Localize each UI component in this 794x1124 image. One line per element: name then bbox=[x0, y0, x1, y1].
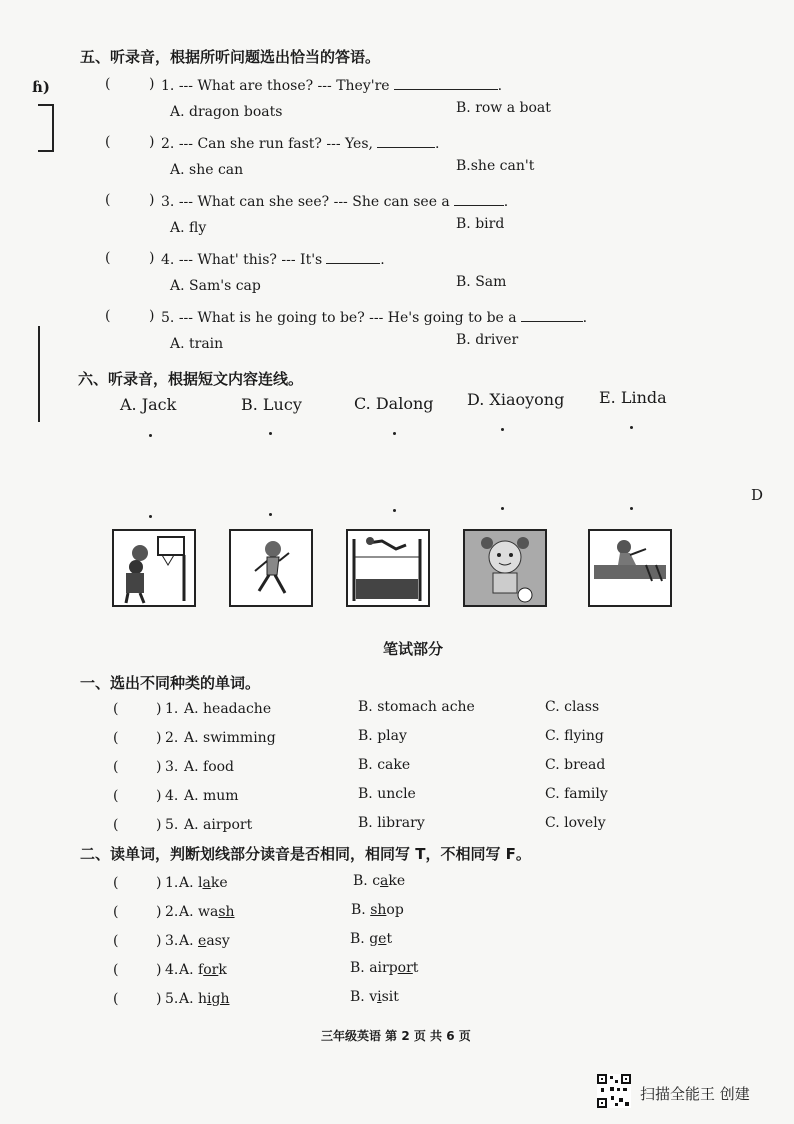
question-line bbox=[161, 308, 587, 326]
option-a: A. train bbox=[170, 336, 224, 352]
option-a: A. Sam's cap bbox=[170, 278, 261, 294]
word-a-suffix: k bbox=[218, 962, 227, 978]
page-footer: 三年级英语 第 2 页 共 6 页 bbox=[321, 1029, 471, 1043]
word-b-underlined: e bbox=[378, 931, 387, 947]
answer-paren-close: ) bbox=[149, 134, 155, 150]
answer-paren-open: ( bbox=[105, 134, 111, 150]
option-b: B. library bbox=[358, 815, 425, 831]
answer-paren-open: ( bbox=[113, 788, 119, 804]
answer-paren-open: ( bbox=[113, 991, 119, 1007]
word-b-prefix: B. airp bbox=[350, 960, 398, 976]
word-a-prefix: A. wa bbox=[179, 904, 219, 920]
name-c: C. Dalong bbox=[354, 394, 434, 413]
watermark-text: 扫描全能王 创建 bbox=[640, 1085, 750, 1103]
option-a: A. fly bbox=[170, 220, 207, 236]
name-a: A. Jack bbox=[120, 395, 177, 414]
answer-paren-open: ( bbox=[113, 759, 119, 775]
answer-blank bbox=[454, 192, 504, 206]
word-a-prefix: A. f bbox=[179, 962, 204, 978]
question-text: --- What' this? --- It's bbox=[178, 252, 323, 268]
word-a-underlined: e bbox=[198, 933, 207, 949]
connect-dot-name bbox=[630, 426, 633, 429]
row-number: 3. bbox=[165, 933, 179, 949]
question-period: . bbox=[497, 78, 503, 94]
answer-paren-close: ) bbox=[149, 250, 155, 266]
connect-dot-picture bbox=[501, 507, 504, 510]
connect-dot-name bbox=[149, 434, 152, 437]
binding-line bbox=[38, 326, 40, 422]
option-b: B.she can't bbox=[456, 158, 535, 174]
answer-paren-close: ) bbox=[149, 76, 155, 92]
high-jump-picture bbox=[346, 529, 430, 607]
qr-code-icon bbox=[597, 1074, 631, 1108]
question-number: 1. bbox=[161, 78, 175, 94]
row-number: 4. bbox=[165, 788, 179, 804]
option-a: A. mum bbox=[184, 788, 239, 804]
option-c: C. family bbox=[545, 786, 608, 802]
row-number: 3. bbox=[165, 759, 179, 775]
answer-paren-close: ) bbox=[156, 730, 162, 746]
answer-paren-open: ( bbox=[113, 817, 119, 833]
option-a: A. headache bbox=[184, 701, 272, 717]
word-a bbox=[179, 991, 230, 1007]
row-number: 5. bbox=[165, 991, 179, 1007]
question-period: . bbox=[582, 310, 588, 326]
name-d: D. Xiaoyong bbox=[467, 390, 565, 409]
connect-dot-name bbox=[269, 432, 272, 435]
option-b: B. driver bbox=[456, 332, 519, 348]
word-b bbox=[353, 873, 405, 889]
question-period: . bbox=[380, 252, 385, 268]
option-a: A. dragon boats bbox=[170, 104, 283, 120]
option-b: B. cake bbox=[358, 757, 411, 773]
answer-paren-open: ( bbox=[105, 250, 111, 266]
answer-paren-close: ) bbox=[156, 875, 162, 891]
answer-paren-open: ( bbox=[113, 962, 119, 978]
word-a-underlined: igh bbox=[207, 991, 230, 1007]
word-a-prefix: A. h bbox=[179, 991, 208, 1007]
question-text: --- What is he going to be? --- He's going to be a bbox=[178, 310, 517, 326]
question-line bbox=[161, 192, 508, 210]
word-b-prefix: B. bbox=[351, 902, 371, 918]
answer-paren-close: ) bbox=[149, 308, 155, 324]
question-line bbox=[161, 250, 385, 268]
answer-blank bbox=[377, 134, 435, 148]
row-number: 2. bbox=[165, 730, 179, 746]
connect-dot-picture bbox=[269, 513, 272, 516]
written-heading: 笔试部分 bbox=[383, 640, 444, 658]
answer-paren-close: ) bbox=[156, 933, 162, 949]
answer-paren-open: ( bbox=[105, 76, 111, 92]
word-b-prefix: B. v bbox=[350, 989, 378, 1005]
option-c: C. lovely bbox=[545, 815, 606, 831]
row-number: 1. bbox=[165, 701, 179, 717]
section2-title: 二、读单词，判断划线部分读音是否相同，相同写 T，不相同写 F。 bbox=[80, 845, 531, 863]
word-a-prefix: A. l bbox=[179, 875, 203, 891]
option-b: B. bird bbox=[456, 216, 505, 232]
question-period: . bbox=[503, 194, 509, 210]
word-b-prefix: B. g bbox=[350, 931, 379, 947]
answer-paren-close: ) bbox=[149, 192, 155, 208]
word-a bbox=[179, 933, 230, 949]
option-a: A. food bbox=[184, 759, 235, 775]
word-b bbox=[351, 902, 404, 918]
row-number: 1. bbox=[165, 875, 179, 891]
question-number: 5. bbox=[161, 310, 175, 326]
answer-paren-close: ) bbox=[156, 962, 162, 978]
word-b bbox=[350, 989, 399, 1005]
row-number: 5. bbox=[165, 817, 179, 833]
option-a: A. swimming bbox=[184, 730, 276, 746]
answer-blank bbox=[326, 250, 380, 264]
answer-paren-close: ) bbox=[156, 788, 162, 804]
section5-title: 五、听录音，根据所听问题选出恰当的答语。 bbox=[80, 48, 381, 66]
row-number: 4. bbox=[165, 962, 179, 978]
word-b-suffix: ke bbox=[388, 873, 406, 889]
word-a-suffix: ke bbox=[210, 875, 228, 891]
connect-dot-name bbox=[501, 428, 504, 431]
answer-blank bbox=[394, 76, 498, 90]
option-b: B. play bbox=[358, 728, 407, 744]
section1-title: 一、选出不同种类的单词。 bbox=[80, 674, 261, 692]
word-b-suffix: t bbox=[386, 931, 393, 947]
answer-paren-open: ( bbox=[113, 730, 119, 746]
option-b: B. uncle bbox=[358, 786, 416, 802]
option-a: A. she can bbox=[170, 162, 244, 178]
question-text: --- What are those? --- They're bbox=[178, 78, 390, 94]
word-a-underlined: a bbox=[202, 875, 211, 891]
name-e: E. Linda bbox=[599, 388, 667, 407]
word-b-underlined: sh bbox=[370, 902, 387, 918]
basketball-player-picture bbox=[112, 529, 196, 607]
answer-paren-close: ) bbox=[156, 701, 162, 717]
question-period: . bbox=[434, 136, 440, 152]
word-b-underlined: or bbox=[397, 960, 413, 976]
word-b bbox=[350, 931, 392, 947]
option-b: B. Sam bbox=[456, 274, 507, 290]
word-a bbox=[179, 962, 227, 978]
word-a-underlined: sh bbox=[218, 904, 235, 920]
word-b-prefix: B. c bbox=[353, 873, 381, 889]
question-number: 2. bbox=[161, 136, 175, 152]
word-b-underlined: i bbox=[377, 989, 382, 1005]
answer-paren-close: ) bbox=[156, 991, 162, 1007]
word-a-prefix: A. bbox=[179, 933, 199, 949]
word-b bbox=[350, 960, 418, 976]
answer-blank bbox=[521, 308, 583, 322]
binding-bracket bbox=[38, 104, 54, 152]
section6-title: 六、听录音，根据短文内容连线。 bbox=[78, 370, 304, 388]
option-c: C. bread bbox=[545, 757, 606, 773]
answer-paren-open: ( bbox=[113, 875, 119, 891]
option-c: C. flying bbox=[545, 728, 604, 744]
answer-paren-open: ( bbox=[105, 192, 111, 208]
answer-paren-open: ( bbox=[113, 701, 119, 717]
margin-mark: ɦ) bbox=[32, 78, 51, 96]
word-a-underlined: or bbox=[203, 962, 219, 978]
word-b-suffix: sit bbox=[381, 989, 399, 1005]
word-a-suffix: asy bbox=[206, 933, 230, 949]
option-b: B. stomach ache bbox=[358, 699, 475, 715]
question-text: --- Can she run fast? --- Yes, bbox=[178, 136, 373, 152]
answer-paren-close: ) bbox=[156, 904, 162, 920]
option-c: C. class bbox=[545, 699, 600, 715]
word-a bbox=[179, 875, 228, 891]
connect-dot-picture bbox=[630, 507, 633, 510]
word-b-suffix: op bbox=[386, 902, 404, 918]
swimming-girl-picture bbox=[588, 529, 672, 607]
answer-paren-open: ( bbox=[113, 933, 119, 949]
name-b: B. Lucy bbox=[241, 395, 302, 414]
question-line bbox=[161, 76, 502, 94]
question-number: 3. bbox=[161, 194, 175, 210]
word-b-suffix: t bbox=[412, 960, 419, 976]
question-text: --- What can she see? --- She can see a bbox=[178, 194, 450, 210]
connect-dot-picture bbox=[393, 509, 396, 512]
connect-dot-picture bbox=[149, 515, 152, 518]
question-line bbox=[161, 134, 439, 152]
answer-paren-open: ( bbox=[113, 904, 119, 920]
answer-paren-open: ( bbox=[105, 308, 111, 324]
row-number: 2. bbox=[165, 904, 179, 920]
running-boy-picture bbox=[229, 529, 313, 607]
option-a: A. airport bbox=[184, 817, 253, 833]
option-b: B. row a boat bbox=[456, 100, 551, 116]
margin-mark-right: Ⅾ bbox=[751, 486, 764, 504]
connect-dot-name bbox=[393, 432, 396, 435]
word-b-underlined: a bbox=[380, 873, 389, 889]
answer-paren-close: ) bbox=[156, 817, 162, 833]
girl-with-ball-picture bbox=[463, 529, 547, 607]
word-a bbox=[179, 904, 235, 920]
answer-paren-close: ) bbox=[156, 759, 162, 775]
question-number: 4. bbox=[161, 252, 175, 268]
